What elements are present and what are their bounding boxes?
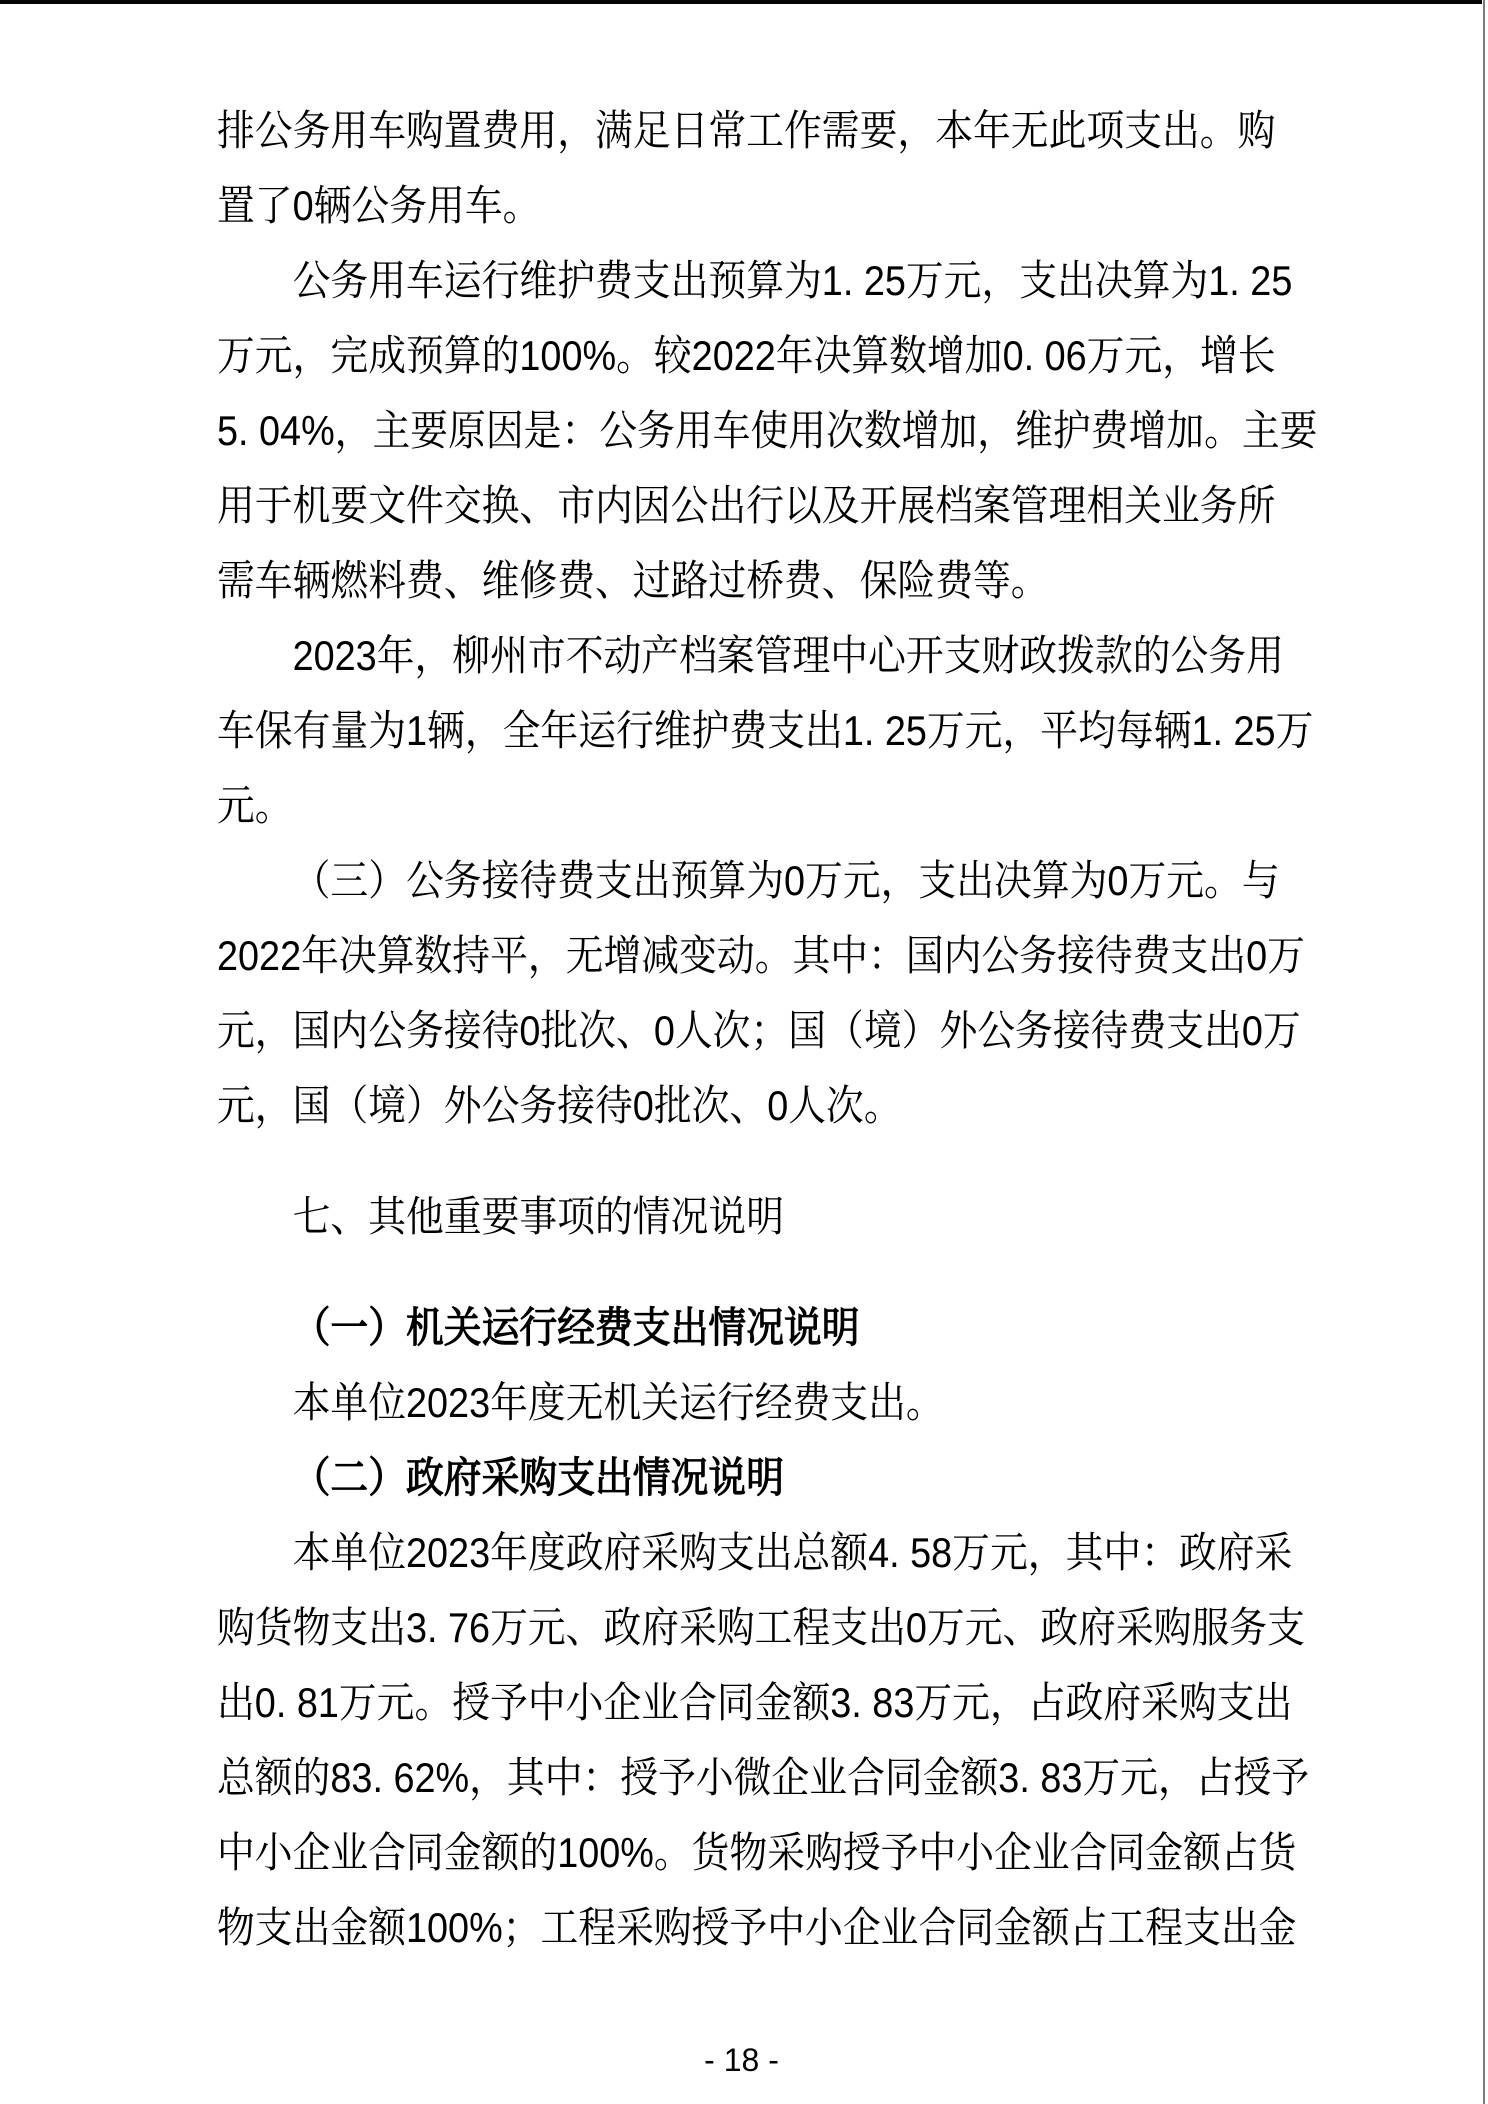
paragraph-line: 2022年决算数持平，无增减变动。其中：国内公务接待费支出0万 <box>217 932 1305 979</box>
paragraph-line: 车保有量为1辆，全年运行维护费支出1. 25万元，平均每辆1. 25万 <box>217 707 1314 754</box>
paragraph-line: 元。 <box>217 782 293 829</box>
paragraph-line: 需车辆燃料费、维修费、过路过桥费、保险费等。 <box>217 557 1049 604</box>
page-body-text <box>217 93 1317 1965</box>
section-heading-level2: （一）机关运行经费支出情况说明 <box>292 1304 860 1351</box>
paragraph-line: （三）公务接待费支出预算为0万元，支出决算为0万元。与 <box>292 857 1280 904</box>
paragraph-line: 2023年，柳州市不动产档案管理中心开支财政拨款的公务用 <box>292 632 1284 679</box>
top-edge-scan-border <box>0 0 1482 4</box>
paragraph-line: 万元，完成预算的100%。较2022年决算数增加0. 06万元，增长 <box>217 332 1276 379</box>
section-heading-level1: 七、其他重要事项的情况说明 <box>292 1193 785 1240</box>
paragraph-line: 置了0辆公务用车。 <box>217 182 541 229</box>
paragraph-line: 5. 04%，主要原因是：公务用车使用次数增加，维护费增加。主要 <box>217 407 1318 454</box>
paragraph-line: 中小企业合同金额的100%。货物采购授予中小企业合同金额占货 <box>217 1829 1297 1876</box>
paragraph-line: 购货物支出3. 76万元、政府采购工程支出0万元、政府采购服务支 <box>217 1604 1305 1651</box>
paragraph-line: 公务用车运行维护费支出预算为1. 25万元，支出决算为1. 25 <box>292 257 1293 304</box>
right-edge-scan-border <box>1483 0 1485 2104</box>
paragraph-line: 本单位2023年度无机关运行经费支出。 <box>292 1379 944 1426</box>
paragraph-line: 用于机要文件交换、市内因公出行以及开展档案管理相关业务所 <box>217 482 1276 529</box>
paragraph-line: 排公务用车购置费用，满足日常工作需要，本年无此项支出。购 <box>217 107 1276 154</box>
paragraph-line: 本单位2023年度政府采购支出总额4. 58万元，其中：政府采 <box>292 1529 1293 1576</box>
paragraph-line: 物支出金额100%；工程采购授予中小企业合同金额占工程支出金 <box>217 1904 1297 1951</box>
paragraph-line: 元，国（境）外公务接待0批次、0人次。 <box>217 1082 902 1129</box>
paragraph-line: 元，国内公务接待0批次、0人次；国（境）外公务接待费支出0万 <box>217 1007 1301 1054</box>
section-heading-level2: （二）政府采购支出情况说明 <box>292 1454 785 1501</box>
paragraph-line: 出0. 81万元。授予中小企业合同金额3. 83万元，占政府采购支出 <box>217 1679 1293 1726</box>
page-number: - 18 - <box>704 2042 779 2078</box>
paragraph-line: 总额的83. 62%，其中：授予小微企业合同金额3. 83万元，占授予 <box>217 1754 1310 1801</box>
